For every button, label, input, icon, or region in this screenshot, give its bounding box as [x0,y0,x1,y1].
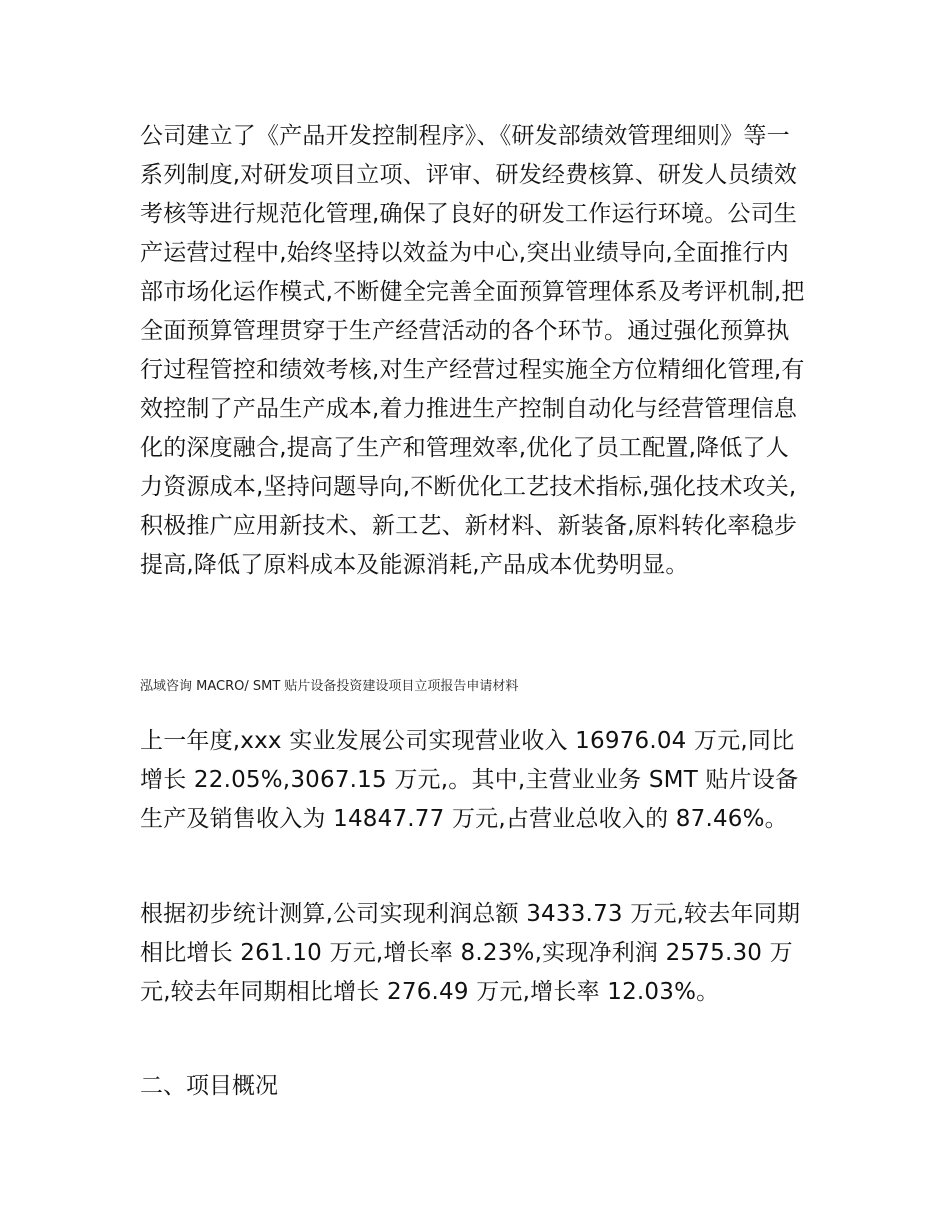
body-paragraph-rd-management: 公司建立了《产品开发控制程序》、《研发部绩效管理细则》等一系列制度,对研发项目立项、评审、研发经费核算、研发人员绩效考核等进行规范化管理,确保了良好的研发工作运行环境。公司生产运营过程中,始终坚持以效益为中心,突出业绩导向,全面推行内部市场化运作模式,不断健全完善全面预算管理体系及考评机制,把全面预算管理贯穿于生产经营活动的各个环节。通过强化预算执行过程管控和绩效考核,对生产经营过程实施全方位精细化管理,有效控制了产品生产成本,着力推进生产控制自动化与经营管理信息化的深度融合,提高了生产和管理效率,优化了员工配置,降低了人力资源成本,坚持问题导向,不断优化工艺技术指标,强化技术攻关,积极推广应用新技术、新工艺、新材料、新装备,原料转化率稳步提高,降低了原料成本及能源消耗,产品成本优势明显。 [140,123,805,578]
body-paragraph-profit: 根据初步统计测算,公司实现利润总额 3433.73 万元,较去年同期相比增长 261.10 万元,增长率 8.23%,实现净利润 2575.30 万元,较去年同期相比增长 276.49 万元,增长率 12.03%。 [140,901,801,1005]
section-heading: 二、项目概况 [140,1073,278,1099]
body-paragraph-revenue: 上一年度,xxx 实业发展公司实现营业收入 16976.04 万元,同比增长 22.05%,3067.15 万元,。其中,主营业业务 SMT 贴片设备生产及销售收入为 14847.77 万元,占营业总收入的 87.46%。 [140,728,799,832]
document-caption: 泓域咨询 MACRO/ SMT 贴片设备投资建设项目立项报告申请材料 [140,679,519,694]
